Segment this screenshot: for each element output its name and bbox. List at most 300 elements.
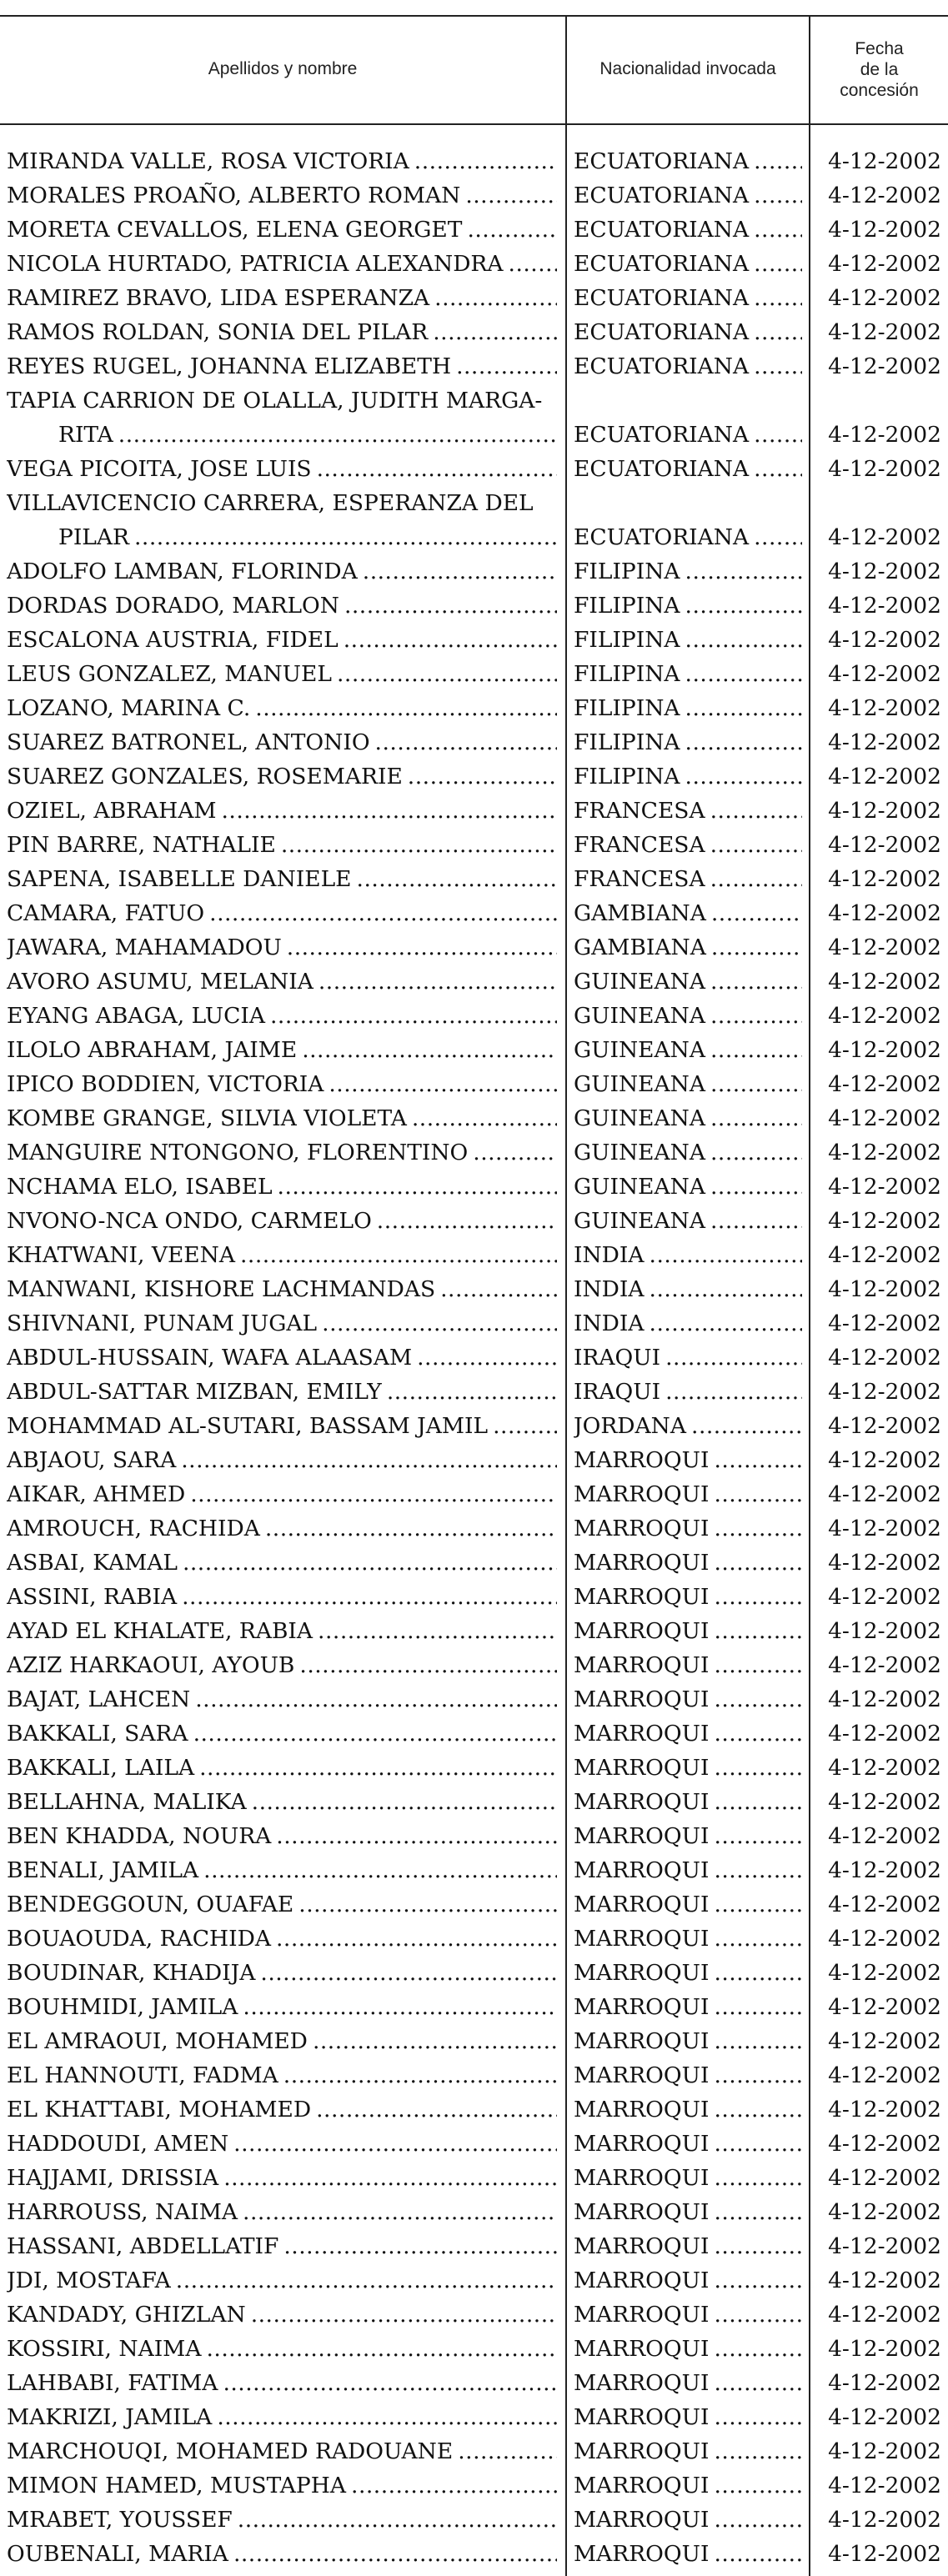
name-line xyxy=(7,2366,557,2400)
dot-leader xyxy=(754,144,802,178)
date-cell: 4-12-2002 xyxy=(828,148,941,174)
date-cell: 4-12-2002 xyxy=(828,2302,941,2328)
name-text: RITA xyxy=(58,422,113,448)
nationality-cell xyxy=(574,1648,802,1682)
nationality-cell xyxy=(574,418,802,452)
name-line xyxy=(7,1375,557,1409)
name-line xyxy=(7,1067,557,1101)
name-line xyxy=(7,315,557,349)
dot-leader xyxy=(434,281,557,315)
dot-leader xyxy=(433,315,557,349)
table-row xyxy=(0,2434,948,2468)
name-cell xyxy=(7,1853,557,1887)
nationality-text: MARROQUI xyxy=(574,2165,710,2191)
dot-leader xyxy=(710,1135,802,1170)
nationality-cell xyxy=(574,1546,802,1580)
nationality-cell xyxy=(574,862,802,896)
dot-leader xyxy=(714,2366,802,2400)
name-text: ASBAI, KAMAL xyxy=(7,1550,178,1576)
name-text: IPICO BODDIEN, VICTORIA xyxy=(7,1071,324,1097)
date-cell: 4-12-2002 xyxy=(828,1105,941,1131)
table-row xyxy=(0,213,948,247)
dot-leader xyxy=(440,1272,557,1306)
name-cell xyxy=(7,1511,557,1546)
dot-leader xyxy=(319,965,557,999)
name-cell xyxy=(7,1306,557,1341)
name-line xyxy=(7,1272,557,1306)
date-cell: 4-12-2002 xyxy=(828,729,941,755)
dot-leader xyxy=(710,794,802,828)
name-text: SUAREZ GONZALES, ROSEMARIE xyxy=(7,764,403,789)
name-cell xyxy=(7,247,557,281)
table-row xyxy=(0,144,948,178)
dot-leader xyxy=(714,1716,802,1751)
dot-leader xyxy=(316,2092,557,2127)
name-cell xyxy=(7,2468,557,2503)
table-row xyxy=(0,2332,948,2366)
nationality-cell xyxy=(574,2400,802,2434)
table-row xyxy=(0,1170,948,1204)
dot-leader xyxy=(714,2058,802,2092)
nationality-text: ECUATORIANA xyxy=(574,183,750,208)
name-text: PILAR xyxy=(58,524,129,550)
table-row xyxy=(0,1272,948,1306)
name-line xyxy=(7,2503,557,2537)
nationality-cell xyxy=(574,1204,802,1238)
name-text: SUAREZ BATRONEL, ANTONIO xyxy=(7,729,370,755)
dot-leader xyxy=(685,691,802,725)
dot-leader xyxy=(691,1409,802,1443)
dot-leader xyxy=(754,281,802,315)
dot-leader xyxy=(714,1682,802,1716)
dot-leader xyxy=(465,178,557,213)
date-cell: 4-12-2002 xyxy=(828,832,941,858)
nationality-text: GUINEANA xyxy=(574,1174,705,1200)
date-cell: 4-12-2002 xyxy=(828,1618,941,1644)
name-cell xyxy=(7,1922,557,1956)
table-row xyxy=(0,2263,948,2298)
table-row xyxy=(0,1409,948,1443)
dot-leader xyxy=(238,2503,557,2537)
nationality-text: MARROQUI xyxy=(574,1857,710,1883)
dot-leader xyxy=(754,247,802,281)
dot-leader xyxy=(714,1443,802,1477)
date-cell: 4-12-2002 xyxy=(828,695,941,721)
dot-leader xyxy=(193,1716,557,1751)
dot-leader xyxy=(650,1306,802,1341)
name-text: ADOLFO LAMBAN, FLORINDA xyxy=(7,559,358,584)
dot-leader xyxy=(322,1306,557,1341)
dot-leader xyxy=(182,1580,557,1614)
nationality-cell xyxy=(574,1785,802,1819)
date-cell: 4-12-2002 xyxy=(828,1960,941,1986)
date-cell: 4-12-2002 xyxy=(828,1140,941,1165)
nationality-text: ECUATORIANA xyxy=(574,353,750,379)
nationality-text: MARROQUI xyxy=(574,1618,710,1644)
dot-leader xyxy=(754,520,802,554)
dot-leader xyxy=(714,2161,802,2195)
name-text: ABJAOU, SARA xyxy=(7,1447,177,1473)
date-cell: 4-12-2002 xyxy=(828,2404,941,2430)
nationality-text: MARROQUI xyxy=(574,2062,710,2088)
name-text: KHATWANI, VEENA xyxy=(7,1242,235,1268)
dot-leader xyxy=(240,1238,557,1272)
name-text: BAKKALI, LAILA xyxy=(7,1755,195,1781)
nationality-text: MARROQUI xyxy=(574,1550,710,1576)
name-cell xyxy=(7,1887,557,1922)
dot-leader xyxy=(265,1511,557,1546)
name-cell xyxy=(7,1409,557,1443)
dot-leader xyxy=(408,759,557,794)
name-text: VILLAVICENCIO CARRERA, ESPERANZA DEL xyxy=(7,490,534,516)
table-row xyxy=(0,1546,948,1580)
nationality-cell xyxy=(574,691,802,725)
name-cell xyxy=(7,2024,557,2058)
dot-leader xyxy=(252,1785,557,1819)
name-text: LAHBABI, FATIMA xyxy=(7,2370,218,2396)
name-cell xyxy=(7,1716,557,1751)
dot-leader xyxy=(714,2298,802,2332)
dot-leader xyxy=(206,2332,557,2366)
name-text: DORDAS DORADO, MARLON xyxy=(7,593,339,619)
table-row xyxy=(0,1477,948,1511)
dot-leader xyxy=(714,1922,802,1956)
nationality-text: GUINEANA xyxy=(574,969,705,995)
name-text: HASSANI, ABDELLATIF xyxy=(7,2233,279,2259)
name-text: KOSSIRI, NAIMA xyxy=(7,2336,202,2362)
name-cell xyxy=(7,1067,557,1101)
nationality-text: GUINEANA xyxy=(574,1105,705,1131)
nationality-cell xyxy=(574,794,802,828)
nationality-cell xyxy=(574,1614,802,1648)
dot-leader xyxy=(203,1853,557,1887)
nationality-cell xyxy=(574,1956,802,1990)
dot-leader xyxy=(714,1546,802,1580)
name-line xyxy=(7,213,557,247)
nationality-cell xyxy=(574,896,802,930)
date-cell: 4-12-2002 xyxy=(828,1857,941,1883)
header-nationality: Nacionalidad invocada xyxy=(599,59,776,78)
nationality-cell xyxy=(574,315,802,349)
table-row xyxy=(0,1204,948,1238)
name-line xyxy=(7,1033,557,1067)
name-line xyxy=(7,1477,557,1511)
name-line xyxy=(7,1443,557,1477)
name-text: HAJJAMI, DRISSIA xyxy=(7,2165,219,2191)
dot-leader xyxy=(281,828,557,862)
name-text: LOZANO, MARINA C. xyxy=(7,695,251,721)
dot-leader xyxy=(650,1272,802,1306)
name-text: MORETA CEVALLOS, ELENA GEORGET xyxy=(7,217,463,243)
name-text: JAWARA, MAHAMADOU xyxy=(7,935,282,960)
name-cell xyxy=(7,178,557,213)
name-line xyxy=(7,452,557,486)
name-text: PIN BARRE, NATHALIE xyxy=(7,832,276,858)
nationality-text: FILIPINA xyxy=(574,593,680,619)
name-line xyxy=(7,1853,557,1887)
dot-leader xyxy=(458,2434,557,2468)
dot-leader xyxy=(710,965,802,999)
name-line xyxy=(7,1204,557,1238)
dot-leader xyxy=(493,1409,557,1443)
dot-leader xyxy=(714,2195,802,2229)
table-row xyxy=(0,2127,948,2161)
table-row xyxy=(0,1067,948,1101)
nationality-cell xyxy=(574,2024,802,2058)
name-line xyxy=(7,383,557,418)
nationality-text: MARROQUI xyxy=(574,1960,710,1986)
name-line xyxy=(7,1511,557,1546)
dot-leader xyxy=(375,725,557,759)
name-text: AZIZ HARKAOUI, AYOUB xyxy=(7,1652,295,1678)
name-text: AMROUCH, RACHIDA xyxy=(7,1516,260,1541)
name-line xyxy=(7,554,557,589)
nationality-text: FILIPINA xyxy=(574,559,680,584)
nationality-text: MARROQUI xyxy=(574,2370,710,2396)
dot-leader xyxy=(209,896,557,930)
table-row xyxy=(0,1751,948,1785)
name-line xyxy=(7,1785,557,1819)
name-cell xyxy=(7,2400,557,2434)
date-cell: 4-12-2002 xyxy=(828,524,941,550)
nationality-cell xyxy=(574,1341,802,1375)
dot-leader xyxy=(351,2468,557,2503)
date-cell: 4-12-2002 xyxy=(828,183,941,208)
table-row xyxy=(0,1238,948,1272)
nationality-cell xyxy=(574,1477,802,1511)
name-text: MIMON HAMED, MUSTAPHA xyxy=(7,2473,347,2498)
table-row xyxy=(0,349,948,383)
name-line xyxy=(7,1751,557,1785)
dot-leader xyxy=(233,2127,557,2161)
dot-leader xyxy=(318,1614,557,1648)
nationality-text: MARROQUI xyxy=(574,2438,710,2464)
table-row xyxy=(0,2195,948,2229)
nationality-cell xyxy=(574,520,802,554)
table-row xyxy=(0,1819,948,1853)
dot-leader xyxy=(344,589,557,623)
name-cell xyxy=(7,1033,557,1067)
date-cell: 4-12-2002 xyxy=(828,593,941,619)
table-row xyxy=(0,930,948,965)
header-date-line: Fecha xyxy=(855,38,904,58)
table-row xyxy=(0,896,948,930)
dot-leader xyxy=(710,999,802,1033)
nationality-cell xyxy=(574,759,802,794)
name-line xyxy=(7,2298,557,2332)
name-line xyxy=(7,2263,557,2298)
header-date xyxy=(810,15,948,123)
name-text: BELLAHNA, MALIKA xyxy=(7,1789,247,1815)
name-cell xyxy=(7,452,557,486)
dot-leader xyxy=(276,1819,557,1853)
nationality-text: MARROQUI xyxy=(574,1892,710,1917)
dot-leader xyxy=(711,896,802,930)
dot-leader xyxy=(665,1341,802,1375)
nationality-text: ECUATORIANA xyxy=(574,422,750,448)
nationality-text: MARROQUI xyxy=(574,2028,710,2054)
name-cell xyxy=(7,1956,557,1990)
nationality-text: MARROQUI xyxy=(574,2473,710,2498)
nationality-text: FRANCESA xyxy=(574,798,705,824)
nationality-cell xyxy=(574,828,802,862)
name-line xyxy=(7,930,557,965)
dot-leader xyxy=(685,759,802,794)
date-cell: 4-12-2002 xyxy=(828,1481,941,1507)
name-line xyxy=(7,794,557,828)
dot-leader xyxy=(134,520,557,554)
table-row xyxy=(0,862,948,896)
nationality-cell xyxy=(574,1238,802,1272)
dot-leader xyxy=(414,144,557,178)
name-cell xyxy=(7,213,557,247)
date-cell: 4-12-2002 xyxy=(828,285,941,311)
nationality-cell xyxy=(574,1135,802,1170)
nationality-cell xyxy=(574,930,802,965)
name-line xyxy=(7,1238,557,1272)
name-cell xyxy=(7,554,557,589)
name-cell xyxy=(7,315,557,349)
nationality-text: MARROQUI xyxy=(574,2199,710,2225)
name-text: MANGUIRE NTONGONO, FLORENTINO xyxy=(7,1140,469,1165)
nationality-text: GAMBIANA xyxy=(574,935,706,960)
table-row xyxy=(0,2161,948,2195)
name-cell xyxy=(7,930,557,965)
name-text: KANDADY, GHIZLAN xyxy=(7,2302,246,2328)
date-cell: 4-12-2002 xyxy=(828,456,941,482)
table-row xyxy=(0,589,948,623)
dot-leader xyxy=(685,725,802,759)
nationality-text: FRANCESA xyxy=(574,866,705,892)
name-cell xyxy=(7,589,557,623)
name-line xyxy=(7,1306,557,1341)
name-line xyxy=(7,418,557,452)
nationality-cell xyxy=(574,1443,802,1477)
name-cell xyxy=(7,144,557,178)
dot-leader xyxy=(685,623,802,657)
dot-leader xyxy=(243,1990,557,2024)
dot-leader xyxy=(387,1375,557,1409)
name-line xyxy=(7,144,557,178)
date-cell: 4-12-2002 xyxy=(828,1071,941,1097)
table-row xyxy=(0,725,948,759)
name-text: BOUAOUDA, RACHIDA xyxy=(7,1926,271,1952)
name-line xyxy=(7,281,557,315)
nationality-text: MARROQUI xyxy=(574,1994,710,2020)
nationality-text: MARROQUI xyxy=(574,2404,710,2430)
dot-leader xyxy=(337,657,557,691)
table-row xyxy=(0,247,948,281)
nationality-cell xyxy=(574,452,802,486)
table-body xyxy=(0,144,948,2571)
header-name: Apellidos y nombre xyxy=(208,59,358,78)
header-rule xyxy=(0,123,948,125)
name-line xyxy=(7,2195,557,2229)
dot-leader xyxy=(243,2195,557,2229)
nationality-text: INDIA xyxy=(574,1311,645,1336)
nationality-cell xyxy=(574,1990,802,2024)
date-cell: 4-12-2002 xyxy=(828,798,941,824)
nationality-cell xyxy=(574,2263,802,2298)
dot-leader xyxy=(217,2400,557,2434)
dot-leader xyxy=(714,2229,802,2263)
date-cell: 4-12-2002 xyxy=(828,2131,941,2157)
nationality-text: ECUATORIANA xyxy=(574,217,750,243)
dot-leader xyxy=(199,1751,557,1785)
name-text: RAMIREZ BRAVO, LIDA ESPERANZA xyxy=(7,285,430,311)
nationality-cell xyxy=(574,213,802,247)
nationality-text: MARROQUI xyxy=(574,1789,710,1815)
name-line xyxy=(7,2229,557,2263)
name-cell xyxy=(7,1648,557,1682)
name-text: BAKKALI, SARA xyxy=(7,1721,188,1747)
table-row xyxy=(0,1648,948,1682)
nationality-text: FILIPINA xyxy=(574,627,680,653)
date-cell: 4-12-2002 xyxy=(828,353,941,379)
nationality-text: MARROQUI xyxy=(574,2541,710,2567)
name-text: KOMBE GRANGE, SILVIA VIOLETA xyxy=(7,1105,407,1131)
name-line xyxy=(7,2332,557,2366)
nationality-text: INDIA xyxy=(574,1242,645,1268)
dot-leader xyxy=(714,1887,802,1922)
name-line xyxy=(7,1716,557,1751)
table-row xyxy=(0,1306,948,1341)
table-row xyxy=(0,1375,948,1409)
nationality-cell xyxy=(574,2366,802,2400)
name-text: NVONO-NCA ONDO, CARMELO xyxy=(7,1208,372,1234)
name-cell xyxy=(7,999,557,1033)
name-line xyxy=(7,965,557,999)
nationality-cell xyxy=(574,589,802,623)
name-cell xyxy=(7,896,557,930)
nationality-cell xyxy=(574,2229,802,2263)
name-cell xyxy=(7,2161,557,2195)
table-row xyxy=(0,1956,948,1990)
dot-leader xyxy=(456,349,557,383)
dot-leader xyxy=(685,657,802,691)
name-text: TAPIA CARRION DE OLALLA, JUDITH MARGA- xyxy=(7,388,543,413)
date-cell: 4-12-2002 xyxy=(828,627,941,653)
name-cell xyxy=(7,725,557,759)
name-line xyxy=(7,896,557,930)
name-line xyxy=(7,828,557,862)
nationality-text: ECUATORIANA xyxy=(574,524,750,550)
date-cell: 4-12-2002 xyxy=(828,2165,941,2191)
name-text: OZIEL, ABRAHAM xyxy=(7,798,217,824)
name-line xyxy=(7,1546,557,1580)
name-text: NICOLA HURTADO, PATRICIA ALEXANDRA xyxy=(7,251,504,277)
name-cell xyxy=(7,1546,557,1580)
nationality-cell xyxy=(574,281,802,315)
nationality-text: FRANCESA xyxy=(574,832,705,858)
dot-leader xyxy=(714,2468,802,2503)
dot-leader xyxy=(412,1101,557,1135)
name-line xyxy=(7,1409,557,1443)
dot-leader xyxy=(714,2400,802,2434)
name-line xyxy=(7,486,557,520)
name-cell xyxy=(7,759,557,794)
date-cell: 4-12-2002 xyxy=(828,1584,941,1610)
name-text: MRABET, YOUSSEF xyxy=(7,2507,233,2533)
nationality-text: ECUATORIANA xyxy=(574,285,750,311)
dot-leader xyxy=(754,213,802,247)
name-text: BOUDINAR, KHADIJA xyxy=(7,1960,256,1986)
name-text: ABDUL-SATTAR MIZBAN, EMILY xyxy=(7,1379,382,1405)
date-cell: 4-12-2002 xyxy=(828,2507,941,2533)
dot-leader xyxy=(329,1067,557,1101)
name-cell xyxy=(7,1101,557,1135)
dot-leader xyxy=(377,1204,557,1238)
